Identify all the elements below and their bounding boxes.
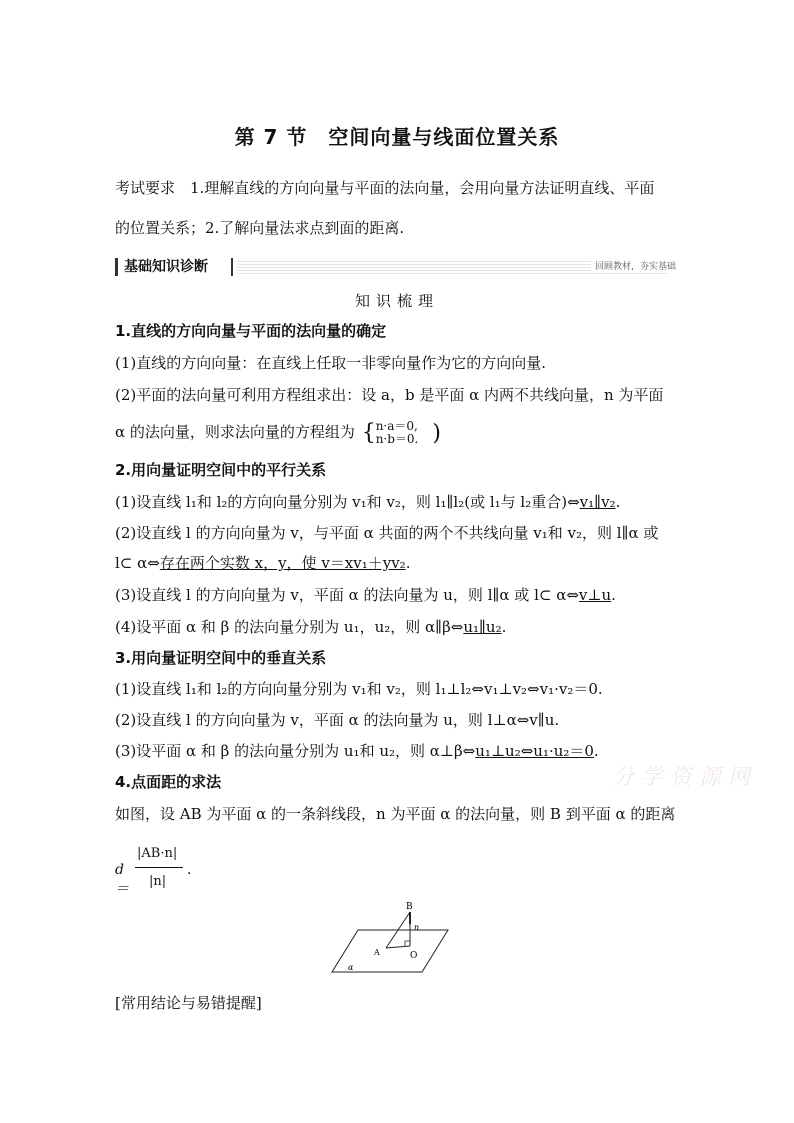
page-title: 第 7 节 空间向量与线面位置关系 <box>234 125 560 149</box>
formula-denominator: |n| <box>149 874 167 889</box>
label-a: A <box>374 948 380 957</box>
plane-distance-figure <box>330 900 450 975</box>
section3-heading: 3.用向量证明空间中的垂直关系 <box>115 649 327 667</box>
section3-p3-answer: u₁⊥u₂⇔u₁·u₂＝0 <box>475 742 594 760</box>
section2-p3-text: (3)设直线 l 的方向向量为 v，平面 α 的法向量为 u，则 l∥α 或 l⊂ α⇔ <box>115 586 579 604</box>
section2-p2b <box>115 553 680 573</box>
section2-p1 <box>115 492 680 512</box>
label-b: B <box>406 902 413 912</box>
common-conclusions-heading: [常用结论与易错提醒] <box>115 994 262 1012</box>
section2-p1-end: . <box>615 493 621 511</box>
knowledge-heading: 知识梳理 <box>354 292 439 310</box>
section2-p3-answer: v⊥u <box>578 586 612 604</box>
segment-ao <box>386 946 410 948</box>
section2-p1-text: (1)设直线 l₁和 l₂的方向向量分别为 v₁和 v₂，则 l₁∥l₂(或 l₁与 l₂重合)⇔ <box>115 493 580 511</box>
section1-heading: 1.直线的方向向量与平面的法向量的确定 <box>115 322 387 340</box>
formula-end: . <box>187 862 192 878</box>
section1-p1: (1)直线的方向向量：在直线上任取一非零向量作为它的方向向量. <box>115 354 547 372</box>
label-n: n <box>414 923 420 932</box>
banner-subtitle: 回顾教材，夯实基础 <box>591 259 680 272</box>
fraction-bar <box>135 867 183 868</box>
section1-p2a: (2)平面的法向量可利用方程组求出：设 a，b 是平面 α 内两不共线向量，n 为平面 <box>115 386 664 404</box>
section4-heading: 4.点面距的求法 <box>115 773 222 791</box>
section2-p2b-end: . <box>405 554 411 572</box>
section2-p1-answer: v₁∥v₂ <box>579 493 616 511</box>
label-alpha: α <box>348 963 354 972</box>
formula-numerator: |AB·n| <box>137 846 178 861</box>
section2-p4-text: (4)设平面 α 和 β 的法向量分别为 u₁，u₂，则 α∥β⇔ <box>115 618 464 636</box>
section-banner <box>115 258 680 276</box>
section1-p2b-row <box>115 420 680 446</box>
exam-requirements-line2: 的位置关系；2.了解向量法求点到面的距离. <box>115 219 405 237</box>
section3-p1: (1)设直线 l₁和 l₂的方向向量分别为 v₁和 v₂，则 l₁⊥l₂⇔v₁⊥v₂⇔v₁·v₂＝0. <box>115 680 603 698</box>
section1-p2b: α 的法向量，则求法向量的方程组为 <box>115 423 355 441</box>
section2-p3 <box>115 585 680 605</box>
section2-p3-end: . <box>611 586 616 604</box>
equation-1: n·a＝0, <box>375 419 418 433</box>
section2-heading: 2.用向量证明空间中的平行关系 <box>115 461 327 479</box>
section2-p2b-answer: 存在两个实数 x，y，使 v＝xv₁＋yv₂ <box>159 554 406 572</box>
section3-p3 <box>115 741 680 761</box>
section2-p2b-text: l⊂ α⇔ <box>115 554 160 572</box>
section2-p4-end: . <box>501 618 507 636</box>
watermark: 分 学 资 源 网 <box>612 765 750 790</box>
label-o: O <box>410 951 418 961</box>
section3-p3-end: . <box>593 742 599 760</box>
section4-p1: 如图，设 AB 为平面 α 的一条斜线段，n 为平面 α 的法向量，则 B 到平面 α 的距离 <box>115 805 676 823</box>
exam-requirements-line1: 考试要求 1.理解直线的方向向量与平面的法向量，会用向量方法证明直线、平面 <box>115 179 655 197</box>
section3-p3-text: (3)设平面 α 和 β 的法向量分别为 u₁和 u₂，则 α⊥β⇔ <box>115 742 476 760</box>
equation-system: { n·a＝0, n·b＝0. ) <box>361 419 441 446</box>
right-angle-mark <box>405 941 410 946</box>
section2-p4 <box>115 617 680 637</box>
section2-p4-answer: u₁∥u₂ <box>463 618 502 636</box>
section2-p2a: (2)设直线 l 的方向向量为 v，与平面 α 共面的两个不共线向量 v₁和 v₂，则 l∥α 或 <box>115 524 659 542</box>
formula-lhs: d＝ <box>115 862 129 897</box>
banner-title: 基础知识诊断 <box>115 258 233 276</box>
equation-2: n·b＝0. <box>375 432 419 446</box>
section3-p2: (2)设直线 l 的方向向量为 v，平面 α 的法向量为 u，则 l⊥α⇔v∥u. <box>115 711 560 729</box>
